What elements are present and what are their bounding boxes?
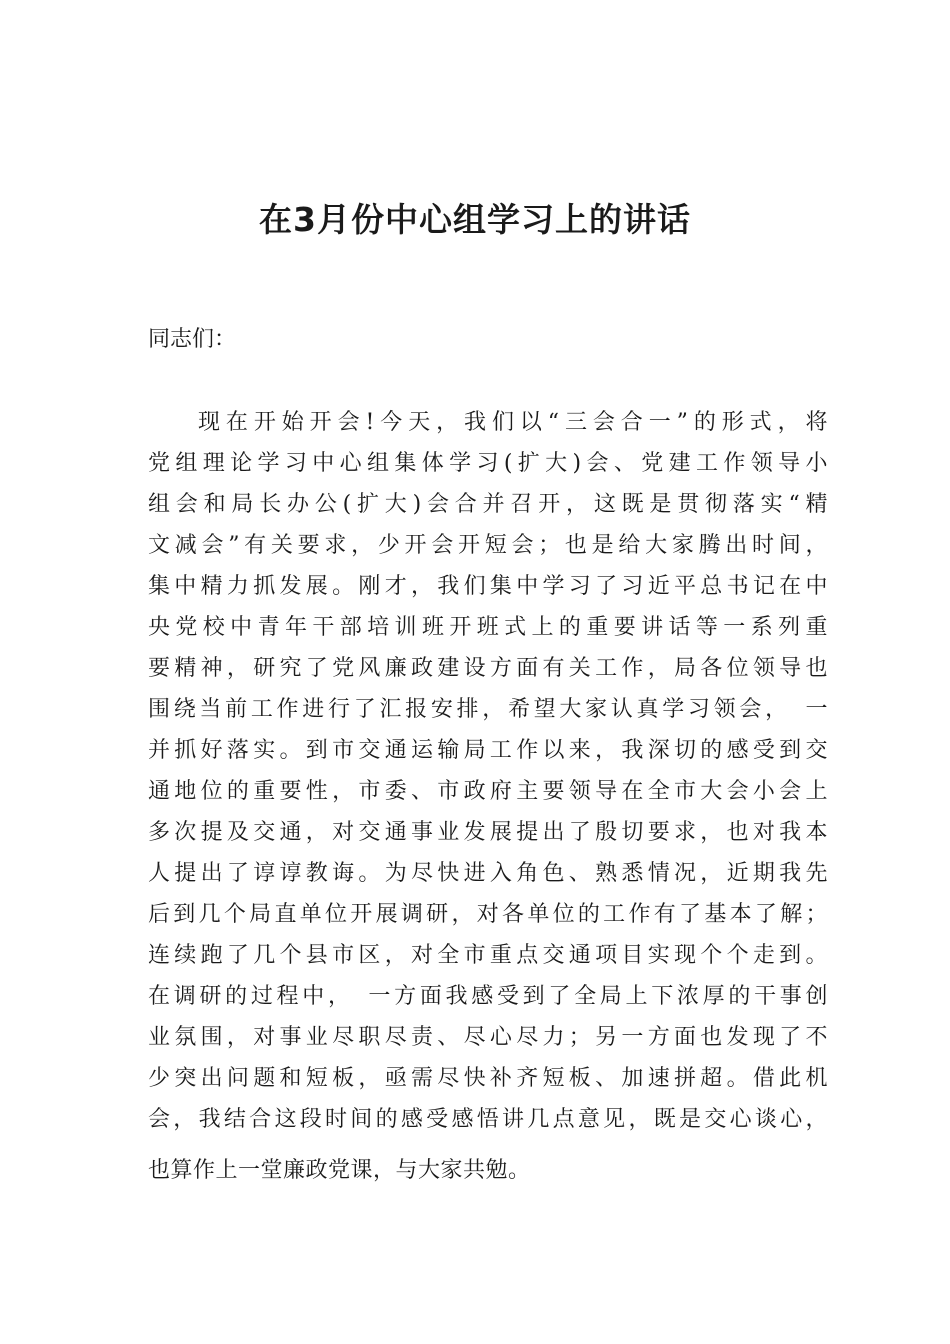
paragraph-line: 要精神，研究了党风廉政建设方面有关工作，局各位领导也 [148,656,828,681]
paragraph-line: 通地位的重要性，市委、市政府主要领导在全市大会小会上 [148,779,828,804]
paragraph-line: 人提出了谆谆教诲。为尽快进入角色、熟悉情况，近期我先 [148,861,828,886]
paragraph-line: 在调研的过程中， 一方面我感受到了全局上下浓厚的干事创 [148,984,828,1009]
paragraph-line: 连续跑了几个县市区，对全市重点交通项目实现个个走到。 [148,943,828,968]
paragraph-line: 也算作上一堂廉政党课，与大家共勉。 [148,1158,531,1183]
paragraph-line: 现在开始开会!今天，我们以“三会合一”的形式，将 [198,410,828,435]
paragraph-line: 并抓好落实。到市交通运输局工作以来，我深切的感受到交 [148,738,828,763]
paragraph-line: 少突出问题和短板，亟需尽快补齐短板、加速拼超。借此机 [148,1066,828,1091]
paragraph-line: 组会和局长办公(扩大)会合并召开，这既是贯彻落实“精 [148,492,828,517]
paragraph-line: 后到几个局直单位开展调研，对各单位的工作有了基本了解； [148,902,828,927]
document-title: 在3月份中心组学习上的讲话 [259,200,691,239]
paragraph-line: 文减会”有关要求，少开会开短会；也是给大家腾出时间， [148,533,828,558]
paragraph-line: 多次提及交通，对交通事业发展提出了殷切要求，也对我本 [148,820,828,845]
salutation: 同志们： [148,327,237,352]
paragraph-line: 业氛围，对事业尽职尽责、尽心尽力；另一方面也发现了不 [148,1025,828,1050]
paragraph-line: 党组理论学习中心组集体学习(扩大)会、党建工作领导小 [148,451,828,476]
paragraph-line: 围绕当前工作进行了汇报安排，希望大家认真学习领会， 一 [148,697,828,722]
paragraph-line: 会，我结合这段时间的感受感悟讲几点意见，既是交心谈心， [148,1107,828,1132]
paragraph-line: 集中精力抓发展。刚才，我们集中学习了习近平总书记在中 [148,574,828,599]
paragraph-line: 央党校中青年干部培训班开班式上的重要讲话等一系列重 [148,615,828,640]
body-paragraph [148,402,828,1191]
